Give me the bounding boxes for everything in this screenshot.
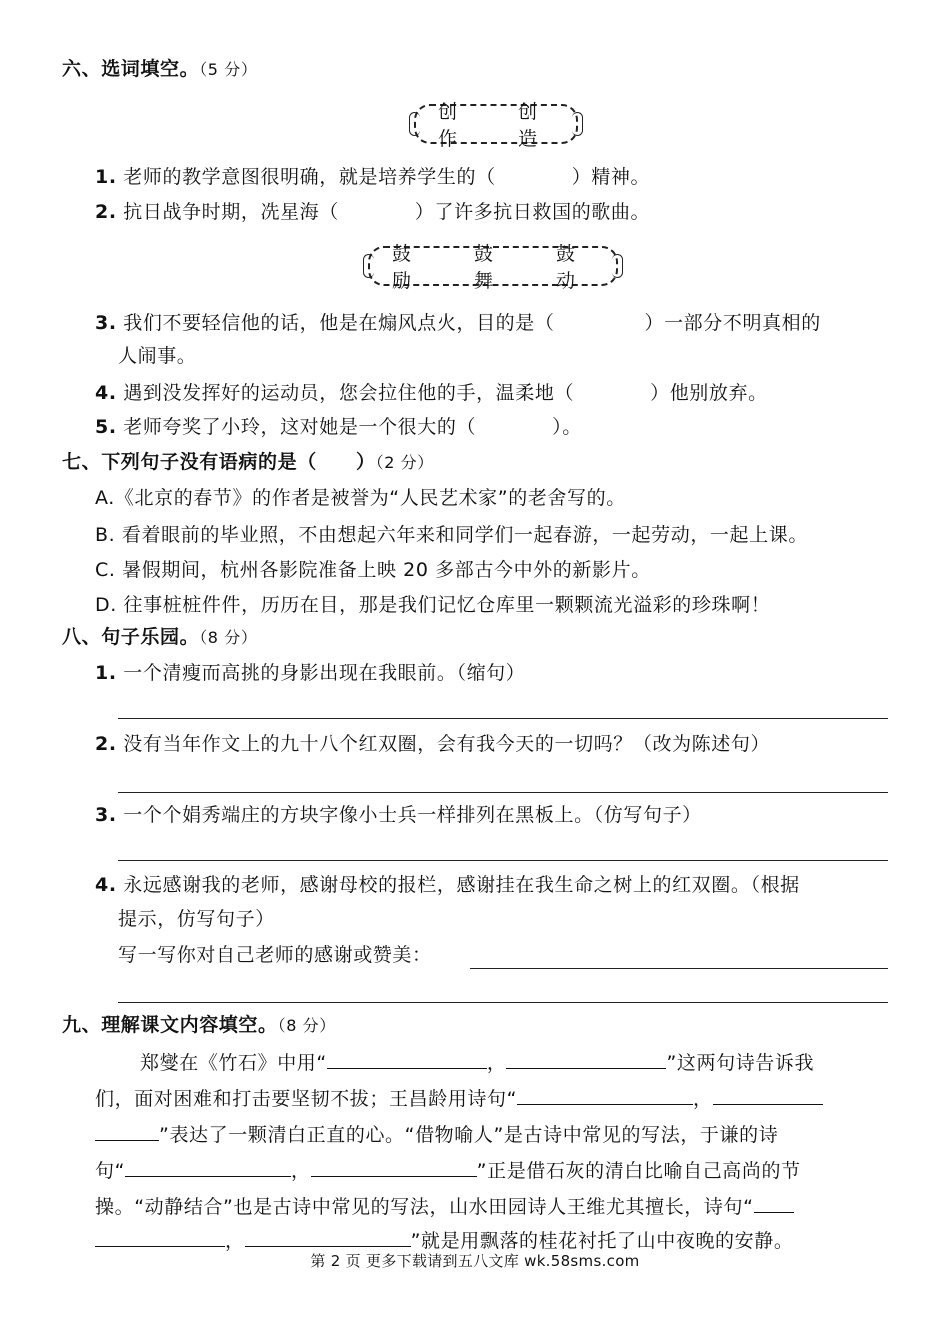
question-number: 4. [95, 382, 117, 404]
section6-heading [62, 56, 257, 83]
question-text: ）他别放弃。 [650, 382, 768, 404]
s6-question-1 [95, 164, 650, 190]
s6-question-3-cont: 人闹事。 [118, 345, 197, 367]
fill-blank[interactable] [754, 1194, 794, 1213]
section9-title: 九、理解课文内容填空。 [62, 1014, 278, 1036]
s9-line-5 [95, 1194, 794, 1220]
s6-question-4 [95, 380, 768, 406]
fill-blank[interactable] [95, 1122, 159, 1141]
s6-question-5 [95, 414, 582, 440]
fill-text: ”正是借石灰的清白比喻自己高尚的节 [476, 1160, 801, 1182]
fill-text: ， [693, 1088, 713, 1110]
word-option: 鼓动 [556, 243, 577, 292]
word-box-2 [368, 243, 618, 292]
fill-blank[interactable] [311, 1158, 477, 1177]
question-text: 老师的教学意图很明确，就是培养学生的（ [123, 166, 496, 188]
word-box-1 [414, 101, 578, 150]
fill-blank[interactable] [517, 1086, 693, 1105]
s6-question-3 [95, 310, 821, 336]
s7-option-b: B. 看着眼前的毕业照，不由想起六年来和同学们一起春游，一起劳动，一起上课。 [95, 524, 808, 546]
fill-text: ”表达了一颗清白正直的心。“借物喻人”是古诗中常见的写法，于谦的诗 [159, 1124, 779, 1146]
question-text: ）一部分不明真相的 [644, 312, 821, 334]
page-footer: 第 2 页 更多下载请到五八文库 wk.58sms.com [310, 1252, 640, 1270]
section9-heading [62, 1012, 336, 1039]
section8-title: 八、句子乐园。 [62, 626, 200, 648]
fill-blank[interactable] [95, 1228, 225, 1247]
fill-blank[interactable] [327, 1050, 487, 1069]
answer-line[interactable] [118, 718, 888, 719]
s7-option-c: C. 暑假期间，杭州各影院准备上映 20 多部古今中外的新影片。 [95, 559, 651, 581]
s6-question-2 [95, 199, 650, 225]
section6-score: （5 分） [199, 60, 258, 79]
s8-question-4-prompt: 写一写你对自己老师的感谢或赞美： [118, 944, 432, 966]
fill-text: ， [291, 1160, 311, 1182]
fill-text: 操。“动静结合”也是古诗中常见的写法，山水田园诗人王维尤其擅长，诗句“ [95, 1196, 754, 1218]
s8-question-3 [95, 802, 702, 828]
fill-blank[interactable] [506, 1050, 666, 1069]
answer-line[interactable] [118, 792, 888, 793]
s9-line-4 [95, 1158, 801, 1184]
section7-score: （2 分） [375, 453, 434, 472]
question-text: 永远感谢我的老师，感谢母校的报栏，感谢挂在我生命之树上的红双圈。（根据 [123, 874, 800, 896]
s8-question-4-cont: 提示，仿写句子） [118, 908, 275, 930]
question-number: 5. [95, 416, 117, 438]
word-option: 创造 [518, 101, 539, 150]
question-text: ）。 [552, 416, 582, 438]
question-text: 一个清瘦而高挑的身影出现在我眼前。（缩句） [123, 662, 526, 684]
section8-heading [62, 624, 257, 651]
question-number: 3. [95, 804, 117, 826]
question-number: 3. [95, 312, 117, 334]
word-option: 鼓舞 [474, 243, 495, 292]
question-text: 遇到没发挥好的运动员，您会拉住他的手，温柔地（ [123, 382, 575, 404]
question-text: ）精神。 [571, 166, 651, 188]
fill-blank[interactable] [245, 1228, 411, 1247]
question-number: 1. [95, 662, 117, 684]
fill-text: ”这两句诗告诉我 [666, 1052, 815, 1074]
question-text: 抗日战争时期，冼星海（ [123, 201, 339, 223]
s7-option-d: D. 往事桩桩件件，历历在目，那是我们记忆仓库里一颗颗流光溢彩的珍珠啊！ [95, 594, 771, 616]
fill-blank[interactable] [125, 1158, 291, 1177]
s8-question-2 [95, 731, 770, 757]
question-text: 没有当年作文上的九十八个红双圈，会有我今天的一切吗？（改为陈述句） [123, 733, 771, 755]
s7-option-a: A.《北京的春节》的作者是被誉为“人民艺术家”的老舍写的。 [95, 487, 626, 509]
section7-heading [62, 449, 434, 476]
question-number: 1. [95, 166, 117, 188]
question-text: ）了许多抗日救国的歌曲。 [414, 201, 651, 223]
s9-line-3 [95, 1122, 778, 1148]
question-text: 我们不要轻信他的话，他是在煽风点火，目的是（ [123, 312, 555, 334]
question-text: 一个个娟秀端庄的方块字像小士兵一样排列在黑板上。（仿写句子） [123, 804, 702, 826]
answer-line[interactable] [470, 968, 888, 969]
fill-text: ， [486, 1052, 507, 1074]
answer-line[interactable] [118, 1002, 888, 1003]
s9-line-1 [140, 1050, 814, 1076]
question-number: 2. [95, 733, 117, 755]
fill-text: 句“ [95, 1160, 126, 1182]
fill-blank[interactable] [713, 1086, 823, 1105]
section6-title: 六、选词填空。 [62, 58, 200, 80]
fill-text: ， [225, 1230, 245, 1252]
s9-line-2 [95, 1086, 823, 1112]
fill-text: ”就是用飘落的桂花衬托了山中夜晚的安静。 [410, 1230, 794, 1252]
section9-score: （8 分） [277, 1016, 336, 1035]
question-text: 老师夸奖了小玲，这对她是一个很大的（ [123, 416, 477, 438]
s8-question-4 [95, 872, 800, 898]
fill-text: 们，面对困难和打击要坚韧不拔；王昌龄用诗句“ [95, 1088, 518, 1110]
section8-score: （8 分） [199, 628, 258, 647]
word-option: 鼓励 [392, 243, 413, 292]
fill-text: 郑燮在《竹石》中用“ [140, 1052, 327, 1074]
word-option: 创作 [438, 101, 459, 150]
section7-title: 七、下列句子没有语病的是（ ） [62, 451, 376, 473]
question-number: 4. [95, 874, 117, 896]
s8-question-1 [95, 660, 525, 686]
answer-line[interactable] [118, 860, 888, 861]
question-number: 2. [95, 201, 117, 223]
